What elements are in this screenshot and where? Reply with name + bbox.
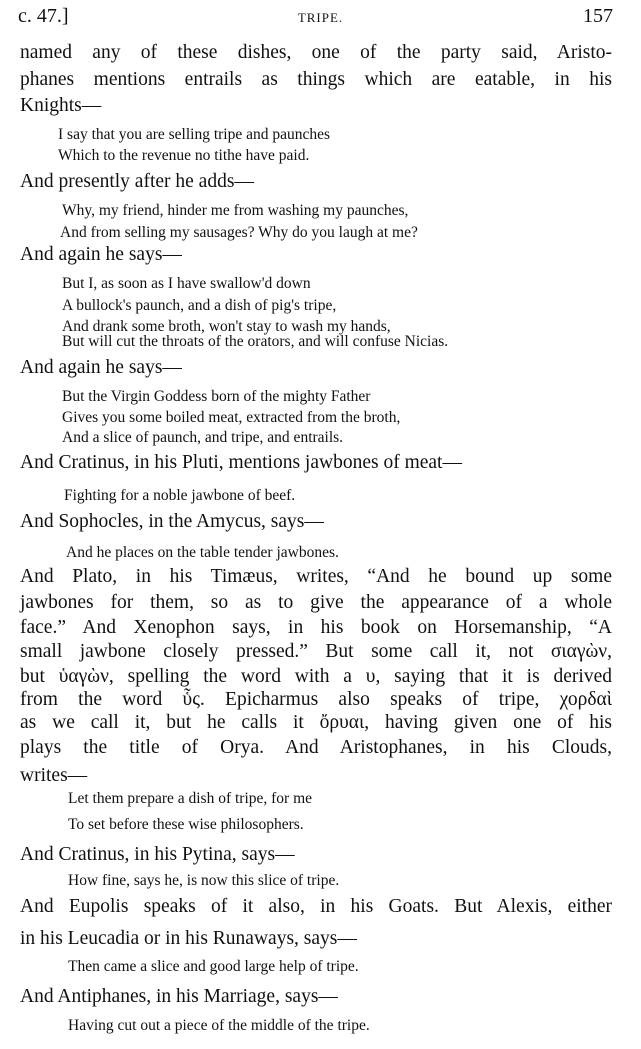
prose-line: in his Leucadia or in his Runaways, says— bbox=[20, 928, 357, 949]
prose-line: And presently after he adds— bbox=[20, 171, 254, 192]
prose-line: And Sophocles, in the Amycus, says— bbox=[20, 511, 324, 532]
prose-line: phanes mentions entrails as things which are eatable, in his bbox=[20, 69, 612, 90]
prose-line: And Plato, in his Timæus, writes, “And he bound up some bbox=[20, 566, 612, 587]
prose-line: And Cratinus, in his Pytina, says— bbox=[20, 844, 295, 865]
verse-line: To set before these wise philosophers. bbox=[68, 816, 304, 833]
verse-line: But the Virgin Goddess born of the mighty Father bbox=[62, 388, 371, 405]
prose-line: as we call it, but he calls it ὄρυαι, having given one of his bbox=[20, 712, 612, 733]
prose-line: Knights— bbox=[20, 95, 102, 116]
verse-line: I say that you are selling tripe and paunches bbox=[58, 126, 331, 143]
verse-line: Fighting for a noble jawbone of beef. bbox=[64, 487, 296, 504]
prose-line: face.” And Xenophon says, in his book on Horsemanship, “A bbox=[20, 617, 612, 638]
verse-line: Gives you some boiled meat, extracted from the broth, bbox=[62, 409, 401, 426]
verse-line: And a slice of paunch, and tripe, and entrails. bbox=[62, 429, 344, 446]
prose-line: writes— bbox=[20, 765, 88, 786]
prose-line: And Antiphanes, in his Marriage, says— bbox=[20, 986, 338, 1007]
prose-line: named any of these dishes, one of the party said, Aristo- bbox=[20, 42, 612, 63]
prose-line: plays the title of Orya. And Aristophanes, in his Clouds, bbox=[20, 737, 612, 758]
verse-line: Why, my friend, hinder me from washing my paunches, bbox=[62, 202, 409, 219]
verse-line: Having cut out a piece of the middle of the tripe. bbox=[68, 1017, 370, 1034]
prose-line: And again he says— bbox=[20, 357, 182, 378]
prose-line: And Eupolis speaks of it also, in his Goats. But Alexis, either bbox=[20, 896, 612, 917]
prose-line: jawbones for them, so as to give the appearance of a whole bbox=[20, 592, 612, 613]
verse-line: A bullock's paunch, and a dish of pig's tripe, bbox=[62, 297, 337, 314]
prose-line: And Cratinus, in his Pluti, mentions jawbones of meat— bbox=[20, 452, 462, 473]
page-number: 157 bbox=[583, 5, 613, 27]
prose-line: but ὑαγὼν, spelling the word with a υ, saying that it is derived bbox=[20, 666, 612, 687]
verse-line: And he places on the table tender jawbones. bbox=[66, 544, 339, 561]
prose-line: from the word ὗς. Epicharmus also speaks of tripe, χορδαὶ bbox=[20, 689, 612, 710]
prose-line: And again he says— bbox=[20, 244, 182, 265]
verse-line: And from selling my sausages? Why do you laugh at me? bbox=[60, 224, 418, 241]
verse-line: Which to the revenue no tithe have paid. bbox=[58, 147, 310, 164]
prose-line: small jawbone closely pressed.” But some call it, not σιαγὼν, bbox=[20, 641, 612, 662]
verse-line: Then came a slice and good large help of tripe. bbox=[68, 958, 359, 975]
verse-line: Let them prepare a dish of tripe, for me bbox=[68, 790, 313, 807]
running-title: TRIPE. bbox=[297, 10, 344, 25]
chapter-reference: c. 47.] bbox=[18, 5, 69, 27]
verse-line: And drank some broth, won't stay to wash my hands, bbox=[62, 318, 391, 335]
verse-line: How fine, says he, is now this slice of tripe. bbox=[68, 872, 340, 889]
verse-line: But I, as soon as I have swallow'd down bbox=[62, 275, 311, 292]
verse-line: But will cut the throats of the orators, and will confuse Nicias. bbox=[62, 333, 449, 350]
